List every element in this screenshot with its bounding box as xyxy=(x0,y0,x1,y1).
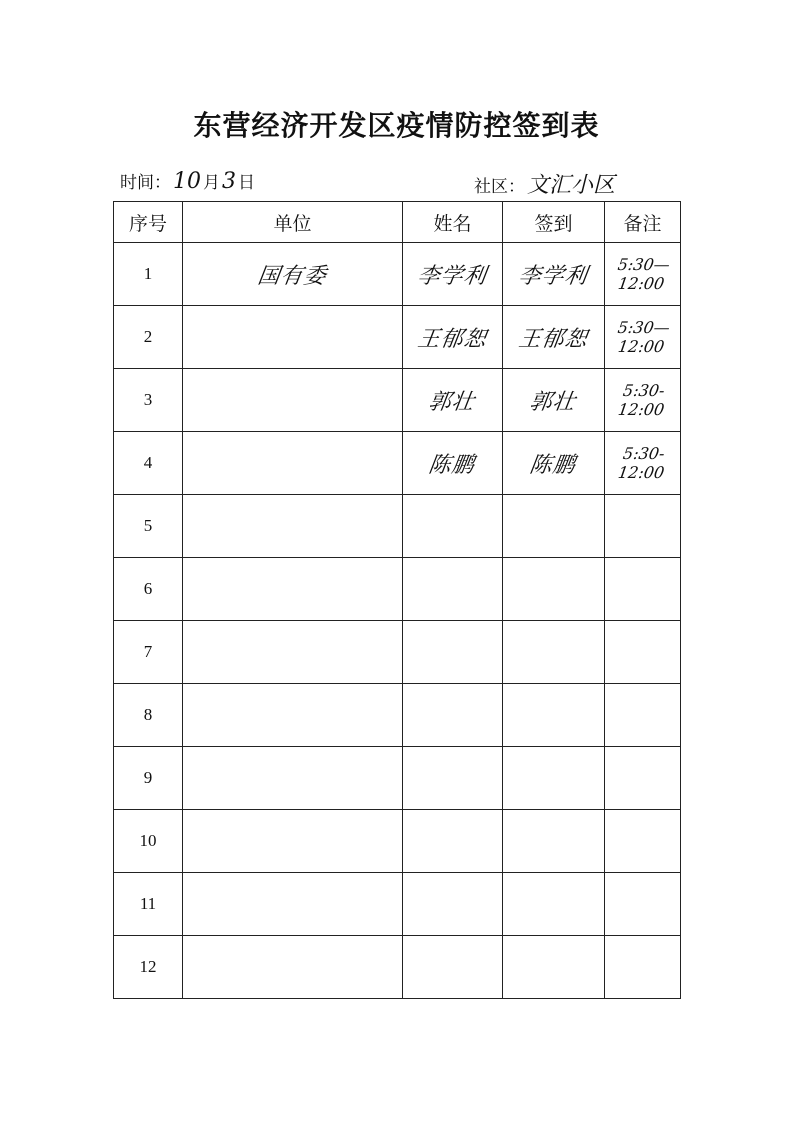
cell-signin xyxy=(503,873,605,936)
handwritten-signin: 陈鹏 xyxy=(528,452,578,478)
cell-seq: 4 xyxy=(114,432,183,495)
community-value: 文汇小区 xyxy=(527,173,616,198)
header-unit: 单位 xyxy=(183,202,403,243)
table-row xyxy=(114,810,681,873)
cell-unit xyxy=(183,432,403,495)
time-day: 3 xyxy=(222,169,236,194)
table-row xyxy=(114,936,681,999)
cell-name xyxy=(403,306,503,369)
time-month: 10 xyxy=(173,169,201,194)
cell-note xyxy=(605,936,681,999)
handwritten-name: 陈鹏 xyxy=(427,452,477,478)
header-note: 备注 xyxy=(605,202,681,243)
cell-unit xyxy=(183,873,403,936)
table-row xyxy=(114,747,681,810)
header-signin: 签到 xyxy=(503,202,605,243)
cell-unit xyxy=(183,306,403,369)
header-seq: 序号 xyxy=(114,202,183,243)
cell-name xyxy=(403,432,503,495)
cell-name xyxy=(403,936,503,999)
table-header-row xyxy=(114,202,681,243)
cell-unit xyxy=(183,243,403,306)
cell-name xyxy=(403,810,503,873)
cell-note xyxy=(605,495,681,558)
cell-signin xyxy=(503,369,605,432)
cell-unit xyxy=(183,495,403,558)
handwritten-name: 李学利 xyxy=(415,263,489,289)
community-field xyxy=(474,168,617,199)
table-row xyxy=(114,558,681,621)
cell-signin xyxy=(503,684,605,747)
cell-seq: 9 xyxy=(114,747,183,810)
cell-note xyxy=(605,306,681,369)
handwritten-name: 郭壮 xyxy=(427,389,477,415)
time-field xyxy=(120,168,255,194)
cell-signin xyxy=(503,558,605,621)
page-title: 东营经济开发区疫情防控签到表 xyxy=(193,109,600,142)
table-row xyxy=(114,621,681,684)
handwritten-unit: 国有委 xyxy=(255,263,329,289)
cell-note xyxy=(605,873,681,936)
cell-seq: 6 xyxy=(114,558,183,621)
cell-seq: 10 xyxy=(114,810,183,873)
cell-signin xyxy=(503,306,605,369)
cell-note xyxy=(605,369,681,432)
cell-signin xyxy=(503,936,605,999)
cell-name xyxy=(403,495,503,558)
table-row xyxy=(114,684,681,747)
cell-note xyxy=(605,558,681,621)
time-label: 时间： xyxy=(120,173,171,193)
time-month-unit: 月 xyxy=(203,173,220,193)
cell-unit xyxy=(183,684,403,747)
cell-seq: 1 xyxy=(114,243,183,306)
cell-seq: 8 xyxy=(114,684,183,747)
cell-unit xyxy=(183,747,403,810)
cell-name xyxy=(403,873,503,936)
header-name: 姓名 xyxy=(403,202,503,243)
table-row xyxy=(114,306,681,369)
cell-name xyxy=(403,621,503,684)
cell-seq: 5 xyxy=(114,495,183,558)
cell-seq: 12 xyxy=(114,936,183,999)
cell-unit xyxy=(183,369,403,432)
handwritten-note: 5:30—12:00 xyxy=(616,318,672,356)
cell-seq: 7 xyxy=(114,621,183,684)
handwritten-signin: 李学利 xyxy=(516,263,590,289)
handwritten-name: 王郁恕 xyxy=(415,326,489,352)
cell-note xyxy=(605,684,681,747)
cell-name xyxy=(403,369,503,432)
cell-signin xyxy=(503,432,605,495)
table-row xyxy=(114,495,681,558)
cell-unit xyxy=(183,621,403,684)
table-row xyxy=(114,432,681,495)
cell-note xyxy=(605,810,681,873)
cell-note xyxy=(605,621,681,684)
cell-note xyxy=(605,432,681,495)
handwritten-signin: 王郁恕 xyxy=(516,326,590,352)
table-row xyxy=(114,243,681,306)
cell-note xyxy=(605,243,681,306)
cell-name xyxy=(403,243,503,306)
handwritten-note: 5:30-12:00 xyxy=(616,444,666,482)
cell-name xyxy=(403,747,503,810)
time-day-unit: 日 xyxy=(238,173,255,193)
cell-seq: 3 xyxy=(114,369,183,432)
signin-table xyxy=(113,201,681,999)
community-label: 社区： xyxy=(474,177,525,197)
cell-signin xyxy=(503,243,605,306)
cell-unit xyxy=(183,936,403,999)
cell-unit xyxy=(183,810,403,873)
cell-signin xyxy=(503,495,605,558)
cell-seq: 2 xyxy=(114,306,183,369)
cell-signin xyxy=(503,621,605,684)
table-row xyxy=(114,369,681,432)
cell-name xyxy=(403,558,503,621)
handwritten-note: 5:30-12:00 xyxy=(616,381,666,419)
cell-unit xyxy=(183,558,403,621)
cell-signin xyxy=(503,747,605,810)
cell-seq: 11 xyxy=(114,873,183,936)
table-row xyxy=(114,873,681,936)
cell-signin xyxy=(503,810,605,873)
cell-note xyxy=(605,747,681,810)
handwritten-note: 5:30—12:00 xyxy=(616,255,672,293)
handwritten-signin: 郭壮 xyxy=(528,389,578,415)
cell-name xyxy=(403,684,503,747)
